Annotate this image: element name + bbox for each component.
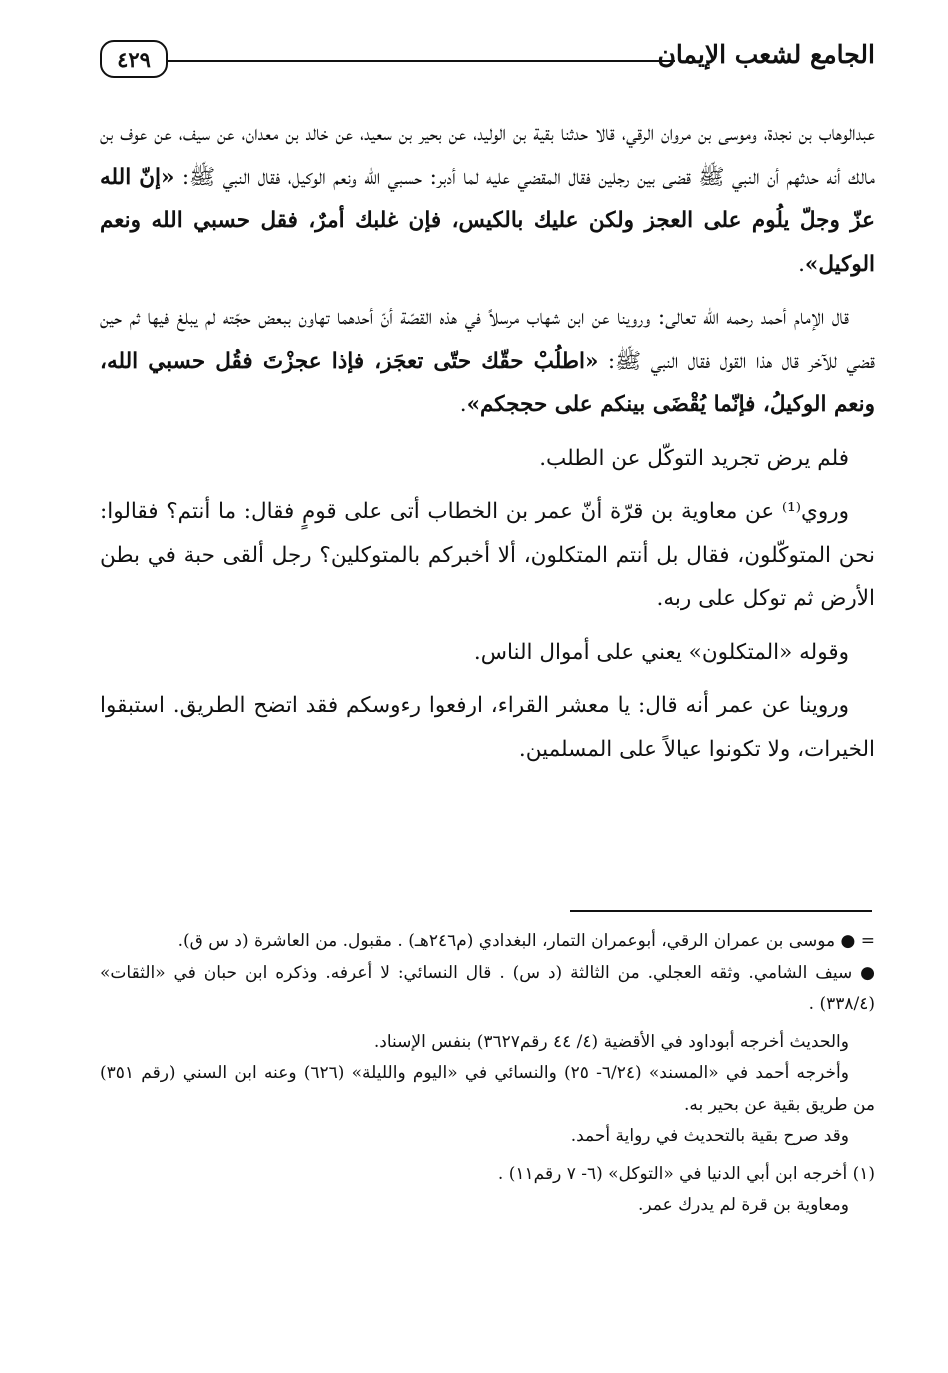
footnote-separator bbox=[570, 910, 872, 912]
paragraph-4: وروي⁽¹⁾ عن معاوية بن قرّة أنّ عمر بن الخطاب أتى على قومٍ فقال: ما أنتم؟ فقالوا: نحن المتوكّلون، فقال بل أنتم المتكلون، ألا أخبركم بالمتوكلين؟ رجل ألقى حبة في بطن الأرض ثم توكل على ربه. bbox=[100, 499, 875, 611]
page-number bbox=[100, 40, 168, 78]
footnote-note-baqiyya: وقد صرح بقية بالتحديث في رواية أحمد. bbox=[570, 1126, 849, 1146]
paragraph-2-text: قال الإمام أحمد رحمه الله تعالى: وروينا عن ابن شهاب مرسلاً في هذه القصّة أنّ أحدهما تهاون ببعض حجّته لم يبلغ فيها ثم حين قضي للآخر قال هذا القول فقال النبي ﷺ: bbox=[100, 305, 875, 374]
footnote-1: (١) أخرجه ابن أبي الدنيا في «التوكل» (٦- ٧ رقم١١) . bbox=[497, 1163, 875, 1184]
paragraph-2-end: . bbox=[459, 392, 467, 417]
paragraph-3: فلم يرض تجريد التوكّل عن الطلب. bbox=[539, 445, 849, 471]
page-number-text: ٤٢٩ bbox=[117, 46, 151, 72]
main-text bbox=[100, 112, 875, 781]
footnote-narrator-musa: = ● موسى بن عمران الرقي، أبوعمران التمار، البغدادي (م٢٤٦هـ) . مقبول. من العاشرة (د س ق). bbox=[177, 931, 875, 951]
hadith-quote-2: «اطلُبْ حقّك حتّى تعجَز، فإذا عجزْتَ فقُل حسبي الله، ونعم الوكيلُ، فإنّما يُقْضَى بينكم على حججكم» bbox=[100, 348, 875, 417]
footnotes bbox=[100, 926, 875, 1222]
paragraph-1 bbox=[100, 112, 875, 286]
footnote-1-note: ومعاوية بن قرة لم يدرك عمر. bbox=[638, 1195, 849, 1215]
header-rule bbox=[168, 60, 675, 62]
paragraph-2 bbox=[100, 296, 875, 427]
paragraph-6: وروينا عن عمر أنه قال: يا معشر القراء، ارفعوا رءوسكم فقد اتضح الطريق. استبقوا الخيرات، ولا تكونوا عيالاً على المسلمين. bbox=[100, 693, 875, 762]
footnote-takhrij-ahmad: وأخرجه أحمد في «المسند» (٦/٢٤- ٢٥) والنسائي في «اليوم والليلة» (٦٢٦) وعنه ابن السني (رقم ٣٥١) من طريق بقية عن بحير به. bbox=[100, 1063, 875, 1115]
running-title: الجامع لشعب الإيمان bbox=[657, 40, 875, 69]
footnote-takhrij-abudawud: والحديث أخرجه أبوداود في الأقضية (٤/ ٤٤ رقم٣٦٢٧) بنفس الإسناد. bbox=[373, 1031, 849, 1052]
footnote-narrator-sayf: ● سيف الشامي. وثقه العجلي. من الثالثة (د س) . قال النسائي: لا أعرفه. وذكره ابن حبان في «الثقات» (٣٣٨/٤) . bbox=[100, 962, 875, 1014]
paragraph-1-text: عبدالوهاب بن نجدة، وموسى بن مروان الرقي، قالا حدثنا بقية بن الوليد، عن بحير بن سعيد، عن خالد بن معدان، عن سيف، عن عوف بن مالك أنه حدثهم أن النبي ﷺ قضى بين رجلين فقال المقضي عليه لما أدبر: حسبي الله ونعم الوكيل، فقال النبي ﷺ: bbox=[100, 121, 876, 190]
hadith-quote-1: «إنّ الله عزّ وجلّ يلُوم على العجز ولكن عليك بالكيس، فإن غلبك أمرٌ، فقل حسبي الله ونعم الوكيل» bbox=[100, 164, 875, 277]
paragraph-1-end: . bbox=[798, 251, 805, 277]
paragraph-5: وقوله «المتكلون» يعني على أموال الناس. bbox=[473, 639, 849, 665]
page-header bbox=[100, 38, 875, 88]
